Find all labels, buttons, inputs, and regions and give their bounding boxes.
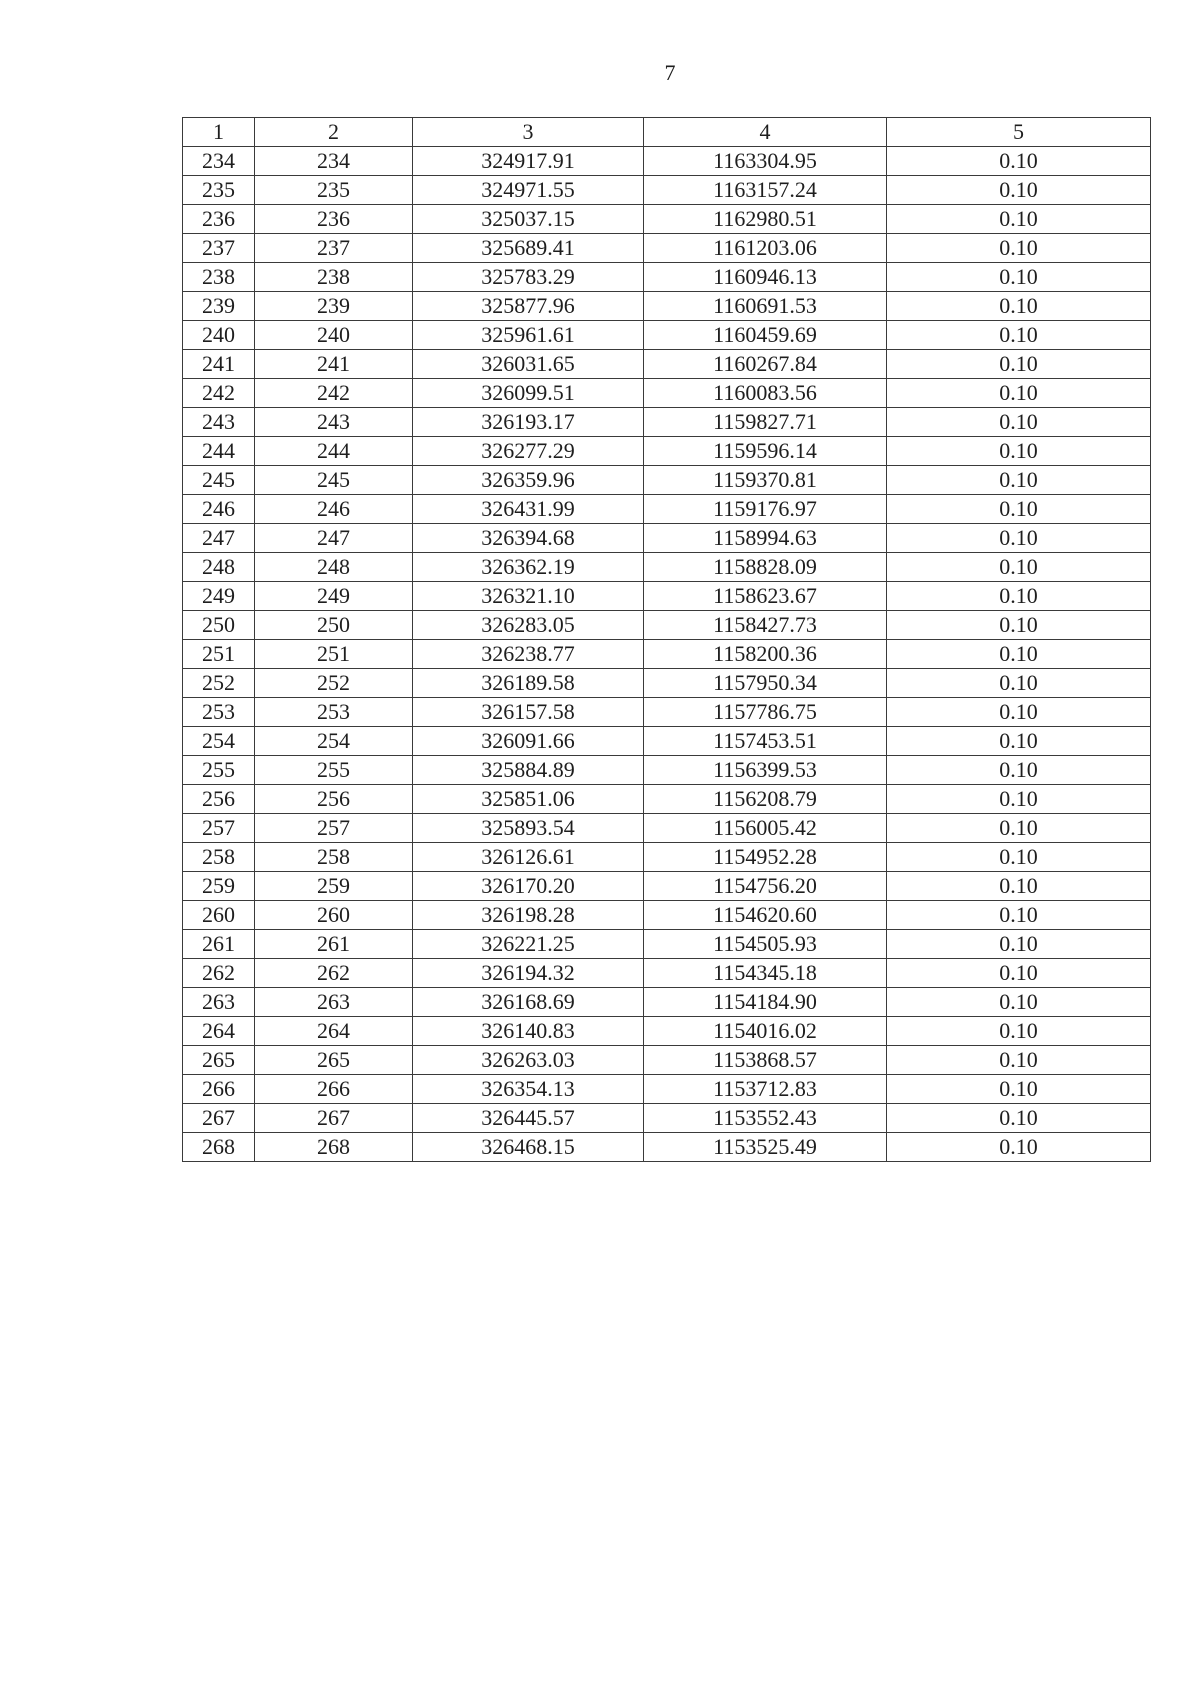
table-cell: 234 — [255, 147, 413, 176]
table-cell: 0.10 — [887, 205, 1151, 234]
table-cell: 1153868.57 — [644, 1046, 887, 1075]
table-cell: 1154505.93 — [644, 930, 887, 959]
page-number: 7 — [664, 60, 676, 85]
table-cell: 252 — [255, 669, 413, 698]
table-cell: 1158623.67 — [644, 582, 887, 611]
table-cell: 268 — [183, 1133, 255, 1162]
table-cell: 0.10 — [887, 466, 1151, 495]
table-cell: 268 — [255, 1133, 413, 1162]
table-cell: 0.10 — [887, 901, 1151, 930]
table-cell: 1153712.83 — [644, 1075, 887, 1104]
table-cell: 0.10 — [887, 147, 1151, 176]
table-cell: 325877.96 — [413, 292, 644, 321]
table-cell: 1154016.02 — [644, 1017, 887, 1046]
table-cell: 326359.96 — [413, 466, 644, 495]
table-cell: 0.10 — [887, 1104, 1151, 1133]
table-cell: 244 — [183, 437, 255, 466]
table-cell: 325961.61 — [413, 321, 644, 350]
table-cell: 267 — [183, 1104, 255, 1133]
table-cell: 263 — [255, 988, 413, 1017]
table-row — [183, 872, 1151, 901]
table-cell: 1159176.97 — [644, 495, 887, 524]
table-row — [183, 669, 1151, 698]
table-cell: 1157453.51 — [644, 727, 887, 756]
column-header-2: 2 — [255, 118, 413, 147]
table-cell: 254 — [183, 727, 255, 756]
table-row — [183, 524, 1151, 553]
table-cell: 240 — [183, 321, 255, 350]
table-row — [183, 553, 1151, 582]
table-cell: 257 — [183, 814, 255, 843]
table-cell: 0.10 — [887, 292, 1151, 321]
table-cell: 258 — [183, 843, 255, 872]
table-cell: 252 — [183, 669, 255, 698]
table-cell: 246 — [183, 495, 255, 524]
table-cell: 253 — [183, 698, 255, 727]
column-header-5: 5 — [887, 118, 1151, 147]
table-cell: 0.10 — [887, 263, 1151, 292]
table-cell: 259 — [255, 872, 413, 901]
table-cell: 256 — [255, 785, 413, 814]
table-row — [183, 901, 1151, 930]
table-cell: 1157786.75 — [644, 698, 887, 727]
table-row — [183, 611, 1151, 640]
table-cell: 241 — [255, 350, 413, 379]
table-cell: 0.10 — [887, 872, 1151, 901]
table-cell: 324917.91 — [413, 147, 644, 176]
table-cell: 0.10 — [887, 379, 1151, 408]
table-row — [183, 466, 1151, 495]
table-cell: 245 — [255, 466, 413, 495]
table-row — [183, 785, 1151, 814]
table-cell: 267 — [255, 1104, 413, 1133]
table-cell: 1156005.42 — [644, 814, 887, 843]
table-row — [183, 640, 1151, 669]
table-cell: 266 — [183, 1075, 255, 1104]
table-cell: 325851.06 — [413, 785, 644, 814]
table-cell: 325689.41 — [413, 234, 644, 263]
table-cell: 260 — [183, 901, 255, 930]
table-cell: 326238.77 — [413, 640, 644, 669]
table-row — [183, 814, 1151, 843]
table-cell: 245 — [183, 466, 255, 495]
table-cell: 243 — [255, 408, 413, 437]
table-cell: 326468.15 — [413, 1133, 644, 1162]
table-cell: 1154756.20 — [644, 872, 887, 901]
table-cell: 326394.68 — [413, 524, 644, 553]
table-cell: 0.10 — [887, 234, 1151, 263]
table-cell: 238 — [255, 263, 413, 292]
table-cell: 261 — [183, 930, 255, 959]
table-row — [183, 292, 1151, 321]
table-header — [183, 118, 1151, 147]
table-cell: 0.10 — [887, 408, 1151, 437]
table-cell: 250 — [255, 611, 413, 640]
table-cell: 0.10 — [887, 669, 1151, 698]
table-cell: 262 — [255, 959, 413, 988]
table-cell: 0.10 — [887, 611, 1151, 640]
table-cell: 1162980.51 — [644, 205, 887, 234]
table-cell: 325037.15 — [413, 205, 644, 234]
column-header-3: 3 — [413, 118, 644, 147]
table-cell: 326445.57 — [413, 1104, 644, 1133]
table-cell: 247 — [183, 524, 255, 553]
table-cell: 236 — [183, 205, 255, 234]
table-cell: 1156208.79 — [644, 785, 887, 814]
table-cell: 247 — [255, 524, 413, 553]
table-cell: 235 — [255, 176, 413, 205]
table-cell: 237 — [255, 234, 413, 263]
table-cell: 254 — [255, 727, 413, 756]
table-cell: 1158200.36 — [644, 640, 887, 669]
table-row — [183, 756, 1151, 785]
table-cell: 1154952.28 — [644, 843, 887, 872]
table-row — [183, 495, 1151, 524]
table-cell: 265 — [183, 1046, 255, 1075]
table-cell: 255 — [255, 756, 413, 785]
table-cell: 253 — [255, 698, 413, 727]
table-cell: 1158994.63 — [644, 524, 887, 553]
table-cell: 0.10 — [887, 843, 1151, 872]
table-cell: 1153525.49 — [644, 1133, 887, 1162]
table-row — [183, 437, 1151, 466]
table-row — [183, 234, 1151, 263]
table-cell: 0.10 — [887, 959, 1151, 988]
table-row — [183, 582, 1151, 611]
column-header-4: 4 — [644, 118, 887, 147]
table-cell: 249 — [255, 582, 413, 611]
table-row — [183, 147, 1151, 176]
table-cell: 1160267.84 — [644, 350, 887, 379]
table-cell: 326321.10 — [413, 582, 644, 611]
table-cell: 257 — [255, 814, 413, 843]
table-cell: 260 — [255, 901, 413, 930]
table-cell: 242 — [183, 379, 255, 408]
table-cell: 264 — [255, 1017, 413, 1046]
table-cell: 326263.03 — [413, 1046, 644, 1075]
table-cell: 326091.66 — [413, 727, 644, 756]
table-cell: 259 — [183, 872, 255, 901]
table-cell: 326140.83 — [413, 1017, 644, 1046]
table-row — [183, 263, 1151, 292]
table-cell: 1158828.09 — [644, 553, 887, 582]
table-cell: 234 — [183, 147, 255, 176]
table-cell: 241 — [183, 350, 255, 379]
table-cell: 240 — [255, 321, 413, 350]
table-row — [183, 408, 1151, 437]
table-cell: 325783.29 — [413, 263, 644, 292]
table-cell: 326168.69 — [413, 988, 644, 1017]
column-header-1: 1 — [183, 118, 255, 147]
table-cell: 1158427.73 — [644, 611, 887, 640]
table-cell: 248 — [255, 553, 413, 582]
table-row — [183, 698, 1151, 727]
table-cell: 1154620.60 — [644, 901, 887, 930]
table-row — [183, 1133, 1151, 1162]
table-cell: 249 — [183, 582, 255, 611]
table-cell: 266 — [255, 1075, 413, 1104]
table-cell: 0.10 — [887, 553, 1151, 582]
table-cell: 0.10 — [887, 1133, 1151, 1162]
table-cell: 1159596.14 — [644, 437, 887, 466]
table-cell: 1156399.53 — [644, 756, 887, 785]
table-cell: 0.10 — [887, 1046, 1151, 1075]
table-cell: 239 — [255, 292, 413, 321]
table-cell: 0.10 — [887, 988, 1151, 1017]
table-cell: 262 — [183, 959, 255, 988]
table-cell: 0.10 — [887, 1075, 1151, 1104]
table-cell: 325893.54 — [413, 814, 644, 843]
table-cell: 1163304.95 — [644, 147, 887, 176]
table-cell: 0.10 — [887, 495, 1151, 524]
table-cell: 1153552.43 — [644, 1104, 887, 1133]
table-cell: 261 — [255, 930, 413, 959]
table-cell: 1163157.24 — [644, 176, 887, 205]
table-cell: 0.10 — [887, 437, 1151, 466]
table-cell: 0.10 — [887, 524, 1151, 553]
table-row — [183, 379, 1151, 408]
table-cell: 251 — [183, 640, 255, 669]
table-cell: 1160946.13 — [644, 263, 887, 292]
table-cell: 1160691.53 — [644, 292, 887, 321]
table-cell: 246 — [255, 495, 413, 524]
table-cell: 326170.20 — [413, 872, 644, 901]
header-row — [183, 118, 1151, 147]
table-cell: 326157.58 — [413, 698, 644, 727]
table-cell: 326193.17 — [413, 408, 644, 437]
table-cell: 326099.51 — [413, 379, 644, 408]
table-cell: 1160083.56 — [644, 379, 887, 408]
table-cell: 326031.65 — [413, 350, 644, 379]
table-cell: 0.10 — [887, 727, 1151, 756]
table-cell: 326354.13 — [413, 1075, 644, 1104]
table-cell: 0.10 — [887, 1017, 1151, 1046]
table-cell: 251 — [255, 640, 413, 669]
table-cell: 1154345.18 — [644, 959, 887, 988]
table-row — [183, 1017, 1151, 1046]
table-body — [183, 147, 1151, 1162]
table-cell: 1159370.81 — [644, 466, 887, 495]
table-cell: 326198.28 — [413, 901, 644, 930]
table-cell: 0.10 — [887, 756, 1151, 785]
table-row — [183, 176, 1151, 205]
table-cell: 326221.25 — [413, 930, 644, 959]
table-cell: 263 — [183, 988, 255, 1017]
table-row — [183, 1104, 1151, 1133]
table-cell: 326277.29 — [413, 437, 644, 466]
table-row — [183, 321, 1151, 350]
table-cell: 265 — [255, 1046, 413, 1075]
table-cell: 238 — [183, 263, 255, 292]
table-cell: 248 — [183, 553, 255, 582]
table-cell: 0.10 — [887, 930, 1151, 959]
table-cell: 0.10 — [887, 176, 1151, 205]
table-cell: 242 — [255, 379, 413, 408]
table-cell: 0.10 — [887, 582, 1151, 611]
table-cell: 244 — [255, 437, 413, 466]
table-cell: 326126.61 — [413, 843, 644, 872]
table-cell: 0.10 — [887, 640, 1151, 669]
table-cell: 264 — [183, 1017, 255, 1046]
table-row — [183, 727, 1151, 756]
table-cell: 258 — [255, 843, 413, 872]
table-cell: 324971.55 — [413, 176, 644, 205]
table-cell: 235 — [183, 176, 255, 205]
table-cell: 326283.05 — [413, 611, 644, 640]
table-cell: 0.10 — [887, 698, 1151, 727]
table-cell: 0.10 — [887, 785, 1151, 814]
table-cell: 326431.99 — [413, 495, 644, 524]
table-cell: 243 — [183, 408, 255, 437]
table-row — [183, 930, 1151, 959]
table-row — [183, 988, 1151, 1017]
table-cell: 256 — [183, 785, 255, 814]
table-cell: 1159827.71 — [644, 408, 887, 437]
table-cell: 236 — [255, 205, 413, 234]
table-cell: 237 — [183, 234, 255, 263]
table-cell: 1161203.06 — [644, 234, 887, 263]
table-cell: 239 — [183, 292, 255, 321]
table-row — [183, 959, 1151, 988]
table-row — [183, 350, 1151, 379]
table-cell: 0.10 — [887, 321, 1151, 350]
table-cell: 0.10 — [887, 350, 1151, 379]
table-cell: 250 — [183, 611, 255, 640]
table-cell: 0.10 — [887, 814, 1151, 843]
table-cell: 1160459.69 — [644, 321, 887, 350]
table-cell: 1157950.34 — [644, 669, 887, 698]
table-cell: 326362.19 — [413, 553, 644, 582]
coordinates-table — [182, 117, 1151, 1162]
table-cell: 326194.32 — [413, 959, 644, 988]
table-row — [183, 1075, 1151, 1104]
table-row — [183, 1046, 1151, 1075]
table-row — [183, 843, 1151, 872]
table-cell: 326189.58 — [413, 669, 644, 698]
table-cell: 325884.89 — [413, 756, 644, 785]
table-cell: 255 — [183, 756, 255, 785]
table-row — [183, 205, 1151, 234]
table-cell: 1154184.90 — [644, 988, 887, 1017]
